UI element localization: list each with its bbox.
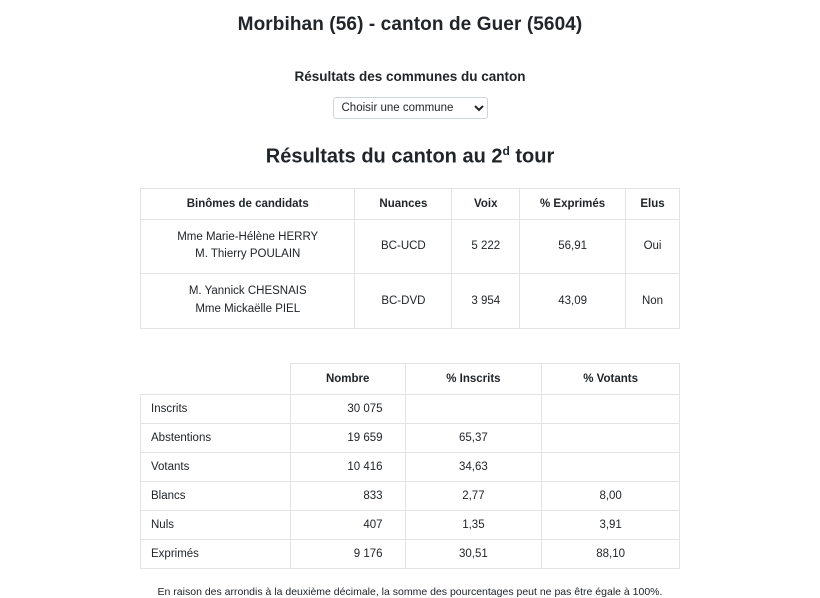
communes-subtitle: Résultats des communes du canton bbox=[294, 69, 526, 84]
candidate-names bbox=[141, 274, 355, 329]
column-header-pct-votants: % Votants bbox=[542, 363, 680, 394]
table-header-row bbox=[141, 188, 680, 219]
candidate-names bbox=[141, 219, 355, 274]
candidate-nuance: BC-UCD bbox=[355, 219, 452, 274]
table-row bbox=[141, 510, 680, 539]
stat-pct-votants: 3,91 bbox=[542, 510, 680, 539]
commune-select[interactable] bbox=[333, 97, 488, 119]
candidate-voix: 3 954 bbox=[452, 274, 520, 329]
column-header-elus: Elus bbox=[626, 188, 680, 219]
stat-pct-inscrits bbox=[405, 394, 542, 423]
page-title: Morbihan (56) - canton de Guer (5604) bbox=[237, 14, 583, 35]
table-row bbox=[141, 394, 680, 423]
page-container bbox=[0, 14, 820, 598]
round-title bbox=[60, 144, 760, 169]
candidate-exprimes: 56,91 bbox=[520, 219, 626, 274]
stat-nombre: 19 659 bbox=[290, 423, 405, 452]
stat-pct-inscrits: 1,35 bbox=[405, 510, 542, 539]
table-row bbox=[141, 274, 680, 329]
footnote: En raison des arrondis à la deuxième décimale, la somme des pourcentages peut ne pas être égale à 100%. bbox=[157, 585, 663, 598]
round-title-text: Résultats du canton au 2 bbox=[265, 145, 503, 168]
candidate-elus: Non bbox=[626, 274, 680, 329]
candidate-elus: Oui bbox=[626, 219, 680, 274]
stat-nombre: 9 176 bbox=[290, 539, 405, 568]
stat-nombre: 30 075 bbox=[290, 394, 405, 423]
column-header-voix: Voix bbox=[452, 188, 520, 219]
table-header-row bbox=[141, 363, 680, 394]
commune-select-wrapper bbox=[60, 97, 760, 119]
round-title-sup: d bbox=[502, 144, 510, 158]
stat-nombre: 833 bbox=[290, 481, 405, 510]
column-header-exprimes: % Exprimés bbox=[520, 188, 626, 219]
candidate-name-first: Mme Marie-Hélène HERRY bbox=[177, 230, 319, 243]
candidate-voix: 5 222 bbox=[452, 219, 520, 274]
stat-pct-votants bbox=[542, 452, 680, 481]
table-row bbox=[141, 452, 680, 481]
stat-pct-votants bbox=[542, 394, 680, 423]
stat-label: Abstentions bbox=[141, 423, 291, 452]
stat-pct-votants: 8,00 bbox=[542, 481, 680, 510]
stat-label: Exprimés bbox=[141, 539, 291, 568]
table-row bbox=[141, 219, 680, 274]
candidate-name-second: M. Thierry POULAIN bbox=[195, 248, 301, 261]
stat-label: Nuls bbox=[141, 510, 291, 539]
column-header-nombre: Nombre bbox=[290, 363, 405, 394]
column-header-pct-inscrits: % Inscrits bbox=[405, 363, 542, 394]
candidate-name-second: Mme Mickaëlle PIEL bbox=[195, 303, 301, 316]
column-header-nuances: Nuances bbox=[355, 188, 452, 219]
stat-label: Inscrits bbox=[141, 394, 291, 423]
candidates-table bbox=[140, 188, 680, 329]
candidate-name-first: M. Yannick CHESNAIS bbox=[188, 285, 307, 298]
candidate-nuance: BC-DVD bbox=[355, 274, 452, 329]
table-row bbox=[141, 481, 680, 510]
stat-pct-votants: 88,10 bbox=[542, 539, 680, 568]
column-header-binomes: Binômes de candidats bbox=[141, 188, 355, 219]
stat-pct-votants bbox=[542, 423, 680, 452]
round-title-suffix: tour bbox=[509, 145, 555, 168]
participation-table bbox=[140, 363, 680, 569]
stat-label: Blancs bbox=[141, 481, 291, 510]
stat-pct-inscrits: 34,63 bbox=[405, 452, 542, 481]
table-row bbox=[141, 539, 680, 568]
stat-pct-inscrits: 65,37 bbox=[405, 423, 542, 452]
table-row bbox=[141, 423, 680, 452]
candidate-exprimes: 43,09 bbox=[520, 274, 626, 329]
column-header-empty bbox=[141, 363, 291, 394]
stat-nombre: 407 bbox=[290, 510, 405, 539]
stat-nombre: 10 416 bbox=[290, 452, 405, 481]
stat-pct-inscrits: 30,51 bbox=[405, 539, 542, 568]
stat-label: Votants bbox=[141, 452, 291, 481]
stat-pct-inscrits: 2,77 bbox=[405, 481, 542, 510]
